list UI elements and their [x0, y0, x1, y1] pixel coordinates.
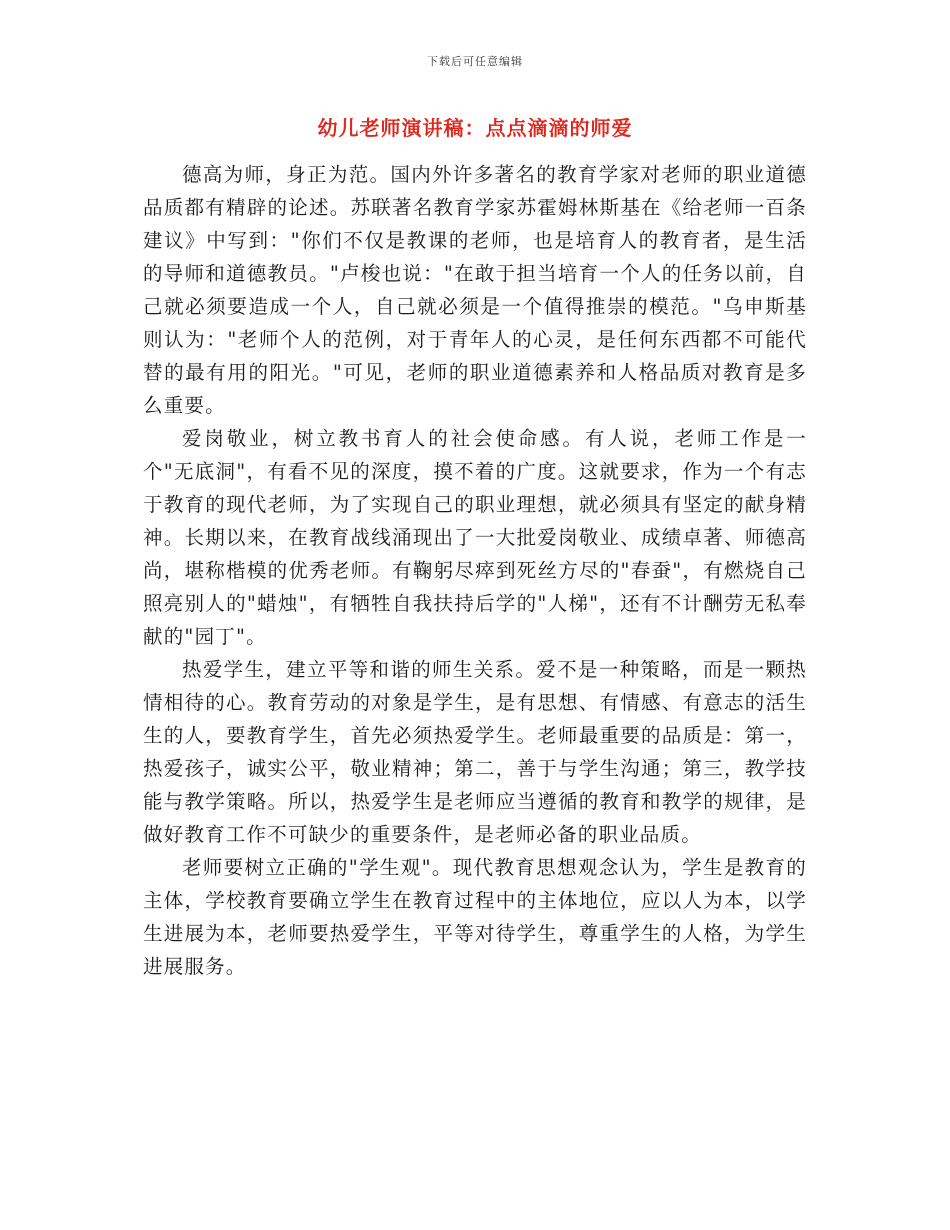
paragraph-2: 爱岗敬业，树立教书育人的社会使命感。有人说，老师工作是一个"无底洞"，有看不见的深度，摸不着的广度。这就要求，作为一个有志于教育的现代老师，为了实现自己的职业理想，就必须具有坚定的献身精神。长期以来，在教育战线涌现出了一大批爱岗敬业、成绩卓著、师德高尚，堪称楷模的优秀老师。有鞠躬尽瘁到死丝方尽的"春蚕"，有燃烧自己照亮别人的"蜡烛"，有牺牲自我扶持后学的"人梯"，还有不计酬劳无私奉献的"园丁"。 [143, 427, 807, 648]
paragraph-4: 老师要树立正确的"学生观"。现代教育思想观念认为，学生是教育的主体，学校教育要确立学生在教育过程中的主体地位，应以人为本，以学生进展为本，老师要热爱学生，平等对待学生，尊重学生的人格，为学生进展服务。 [143, 856, 807, 978]
paragraph-3: 热爱学生，建立平等和谐的师生关系。爱不是一种策略，而是一颗热情相待的心。教育劳动的对象是学生，是有思想、有情感、有意志的活生生的人，要教育学生，首先必须热爱学生。老师最重要的品质是：第一，热爱孩子，诚实公平，敬业精神；第二，善于与学生沟通；第三，教学技能与教学策略。所以，热爱学生是老师应当遵循的教育和教学的规律，是做好教育工作不可缺少的重要条件，是老师必备的职业品质。 [143, 658, 807, 846]
document-title: 幼儿老师演讲稿：点点滴滴的师爱 [317, 116, 633, 140]
document-body [143, 158, 807, 983]
paragraph-1: 德高为师，身正为范。国内外许多著名的教育学家对老师的职业道德品质都有精辟的论述。苏联著名教育学家苏霍姆林斯基在《给老师一百条建议》中写到："你们不仅是教课的老师，也是培育人的教育者，是生活的导师和道德教员。"卢梭也说："在敢于担当培育一个人的任务以前，自己就必须要造成一个人，自己就必须是一个值得推崇的模范。"乌申斯基则认为："老师个人的范例，对于青年人的心灵，是任何东西都不可能代替的最有用的阳光。"可见，老师的职业道德素养和人格品质对教育是多么重要。 [143, 163, 807, 417]
header-note: 下载后可任意编辑 [427, 55, 523, 68]
